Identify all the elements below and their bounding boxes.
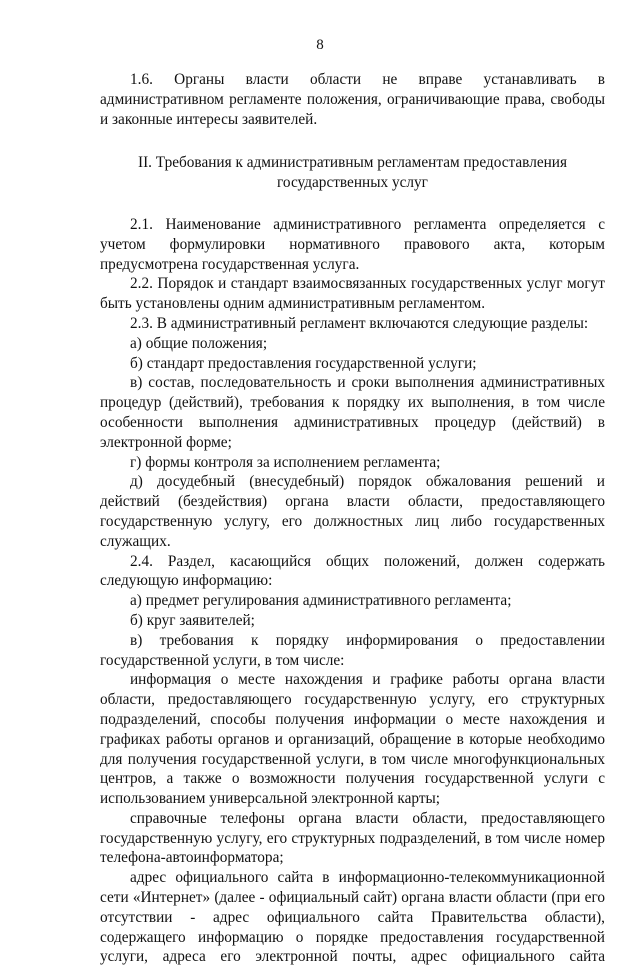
list-item-g-control: г) формы контроля за исполнением регламента; [130,453,441,471]
paragraph-website: адрес официального сайта в информационно-телекоммуникационной сети «Интернет» (далее - официальный сайт) органа власти области (при его отсутствии - адрес официального сайта Правительства области), содержащего информацию о порядке предоставления государственной услуги, адреса его электронной почты, адрес официального сайта [100,869,605,966]
document-body [100,70,605,967]
paragraph-1-6: 1.6. Органы власти области не вправе устанавливать в административном регламенте положения, ограничивающие права, свободы и законные интересы заявителей. [100,71,605,128]
list-item-d-appeal: д) досудебный (внесудебный) порядок обжалования решений и действий (бездействия) органа власти области, предоставляющего государственную услугу, его должностных лиц либо государственных служащих. [100,473,605,550]
page-number: 8 [316,37,324,53]
paragraph-2-4: 2.4. Раздел, касающийся общих положений, должен содержать следующую информацию: [100,552,605,590]
paragraph-2-3: 2.3. В административный регламент включаются следующие разделы: [130,314,589,332]
section-heading-line-1: II. Требования к административным регламентам предоставления [137,154,568,172]
list-item-v-procedures: в) состав, последовательность и сроки выполнения административных процедур (действий), требования к порядку их выполнения, в том числе особенности выполнения административных процедур (действий) в электронной форме; [100,374,605,451]
list-item-v-informing: в) требования к порядку информирования о предоставлении государственной услуги, в том числе: [100,631,605,669]
paragraph-phones: справочные телефоны органа власти области, предоставляющего государственную услугу, его структурных подразделений, в том числе номер телефона-автоинформатора; [100,809,605,867]
list-item-b-applicants: б) круг заявителей; [130,611,255,629]
paragraph-2-2: 2.2. Порядок и стандарт взаимосвязанных государственных услуг могут быть установлены одним административным регламентом. [100,275,605,313]
section-heading-line-2: государственных услуг [277,174,428,192]
list-item-b-standard: б) стандарт предоставления государственной услуги; [130,354,477,372]
section-heading [100,153,605,193]
paragraph-2-1: 2.1. Наименование административного регламента определяется с учетом формулировки нормативного правового акта, которым предусмотрена государственная услуга. [100,215,605,273]
list-item-a-subject: а) предмет регулирования административного регламента; [130,592,512,610]
list-item-a-general: а) общие положения; [130,334,268,352]
paragraph-location-info: информация о месте нахождения и графике работы органа власти области, предоставляющего государственную услугу, его структурных подразделений, способы получения информации о месте нахождения и графиках работы органов и организаций, обращение в которые необходимо для получения государственной услуги, в том числе многофункциональных центров, а также о возможности получения государственной услуги с использованием универсальной электронной карты; [100,671,605,808]
